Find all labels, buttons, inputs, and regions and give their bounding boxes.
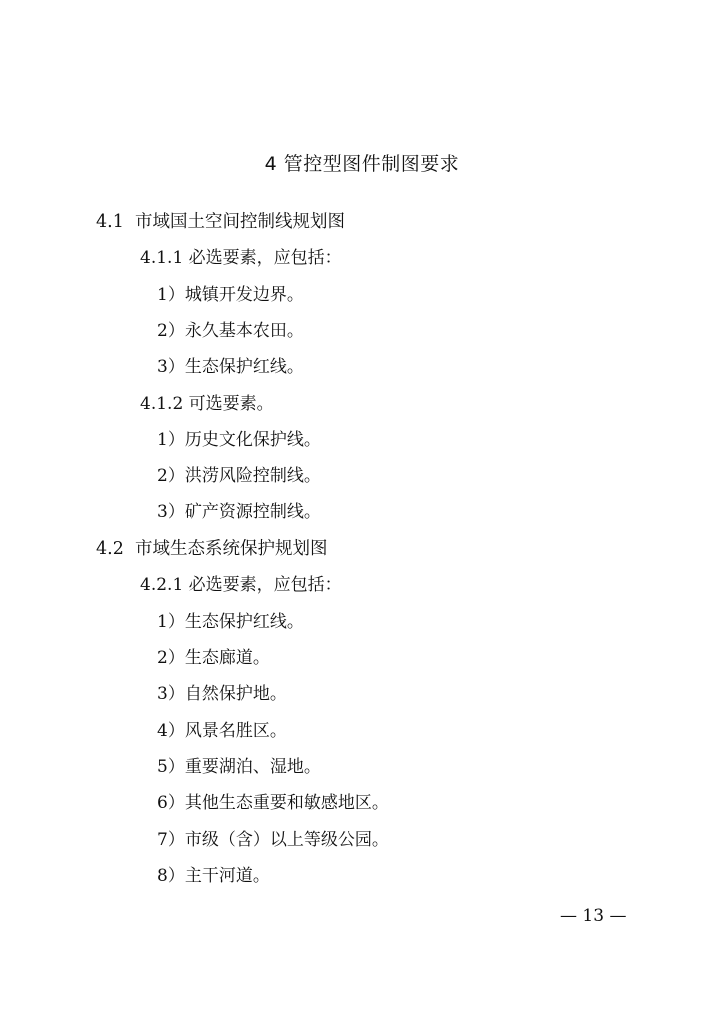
subsection-label: 4.1.2 可选要素。 <box>140 394 274 414</box>
list-item: 5）重要湖泊、湿地。 <box>157 757 321 777</box>
list-item: 3）自然保护地。 <box>157 684 287 704</box>
list-item: 8）主干河道。 <box>157 866 270 886</box>
section-title: 市域国土空间控制线规划图 <box>134 212 345 232</box>
page-number: — 13 — <box>560 906 627 926</box>
section-title: 市域生态系统保护规划图 <box>134 539 328 559</box>
list-item: 3）矿产资源控制线。 <box>157 502 321 522</box>
list-item: 2）生态廊道。 <box>157 648 270 668</box>
subsection-label: 4.2.1 必选要素，应包括： <box>140 575 342 595</box>
section-number: 4.1 <box>96 212 124 232</box>
list-item: 6）其他生态重要和敏感地区。 <box>157 793 389 813</box>
list-item: 1）生态保护红线。 <box>157 612 304 632</box>
list-item: 1）城镇开发边界。 <box>157 285 304 305</box>
list-item: 7）市级（含）以上等级公园。 <box>157 830 389 850</box>
list-item: 2）永久基本农田。 <box>157 321 304 341</box>
list-item: 4）风景名胜区。 <box>157 721 287 741</box>
section-heading-4-1 <box>96 209 345 235</box>
list-item: 2）洪涝风险控制线。 <box>157 466 321 486</box>
chapter-title: 4 管控型图件制图要求 <box>264 153 460 175</box>
section-number: 4.2 <box>96 539 124 559</box>
list-item: 3）生态保护红线。 <box>157 357 304 377</box>
subsection-label: 4.1.1 必选要素，应包括： <box>140 248 342 268</box>
list-item: 1）历史文化保护线。 <box>157 430 321 450</box>
section-heading-4-2 <box>96 536 327 562</box>
